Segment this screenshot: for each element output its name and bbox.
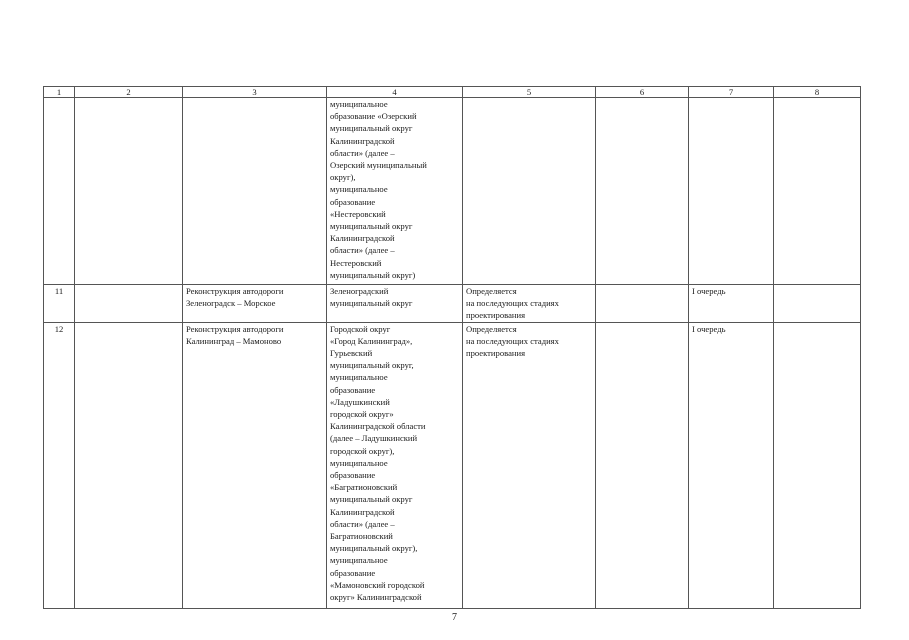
col-header-5: 5 <box>463 87 596 98</box>
text-line: области» (далее – <box>330 245 395 256</box>
text-line: проектирования <box>466 310 526 321</box>
text-line: на последующих стадиях <box>466 298 559 309</box>
cell <box>774 322 861 608</box>
text-line: области» (далее – <box>330 518 395 529</box>
text-line: Гурьевский <box>330 348 373 359</box>
text-line: муниципальное <box>330 555 388 566</box>
table-row-continuation <box>44 98 861 285</box>
text-line: Городской округ <box>330 323 391 334</box>
text-line: муниципальное <box>330 457 388 468</box>
cell-stage: I очередь <box>689 322 774 608</box>
text-line: муниципальное <box>330 372 388 383</box>
text-line: Реконструкция автодороги <box>186 286 284 296</box>
table-row <box>44 285 861 323</box>
text-line: «Нестеровский <box>330 208 386 219</box>
text-line: муниципальный округ), <box>330 543 418 554</box>
cell <box>44 98 75 285</box>
text-line: Нестеровский <box>330 257 382 268</box>
text-line: Определяется <box>466 323 517 334</box>
text-line: Зеленоградский <box>330 286 389 296</box>
cell-municipalities <box>327 285 463 323</box>
col-header-8: 8 <box>774 87 861 98</box>
header-row <box>44 87 861 98</box>
text-line: муниципальный округ <box>330 494 413 505</box>
cell <box>75 285 183 323</box>
text-line: Калининградской <box>330 506 395 517</box>
text-line: городской округ), <box>330 445 395 456</box>
cell <box>774 98 861 285</box>
col-header-2: 2 <box>75 87 183 98</box>
col-header-1: 1 <box>44 87 75 98</box>
text-line: образование <box>330 196 376 207</box>
cell <box>774 285 861 323</box>
text-line: муниципальный округ <box>330 221 413 232</box>
text-line: округ» Калининградской <box>330 592 422 603</box>
text-line: Реконструкция автодороги <box>186 323 284 334</box>
text-line: городской округ» <box>330 409 394 420</box>
text-line: проектирования <box>466 348 526 359</box>
col-header-6: 6 <box>596 87 689 98</box>
text-line: «Багратионовский <box>330 482 398 493</box>
text-line: муниципальный округ) <box>330 269 416 280</box>
col-header-3: 3 <box>183 87 327 98</box>
text-line: Зеленоградск – Морское <box>186 298 276 309</box>
text-line: Определяется <box>466 286 517 296</box>
cell-municipalities <box>327 322 463 608</box>
cell <box>75 98 183 285</box>
row-number: 12 <box>44 322 75 608</box>
text-line: муниципальное <box>330 184 388 195</box>
text-line: Калининградской области <box>330 421 426 432</box>
text-line: Багратионовский <box>330 531 393 542</box>
text-line: образование «Озерский <box>330 111 417 122</box>
text-line: округ), <box>330 172 356 183</box>
text-line: (далее – Ладушкинский <box>330 433 418 444</box>
text-line: муниципальный округ, <box>330 360 414 371</box>
col-header-7: 7 <box>689 87 774 98</box>
cell-stage: I очередь <box>689 285 774 323</box>
text-line: «Город Калининград», <box>330 335 413 346</box>
col-header-4: 4 <box>327 87 463 98</box>
cell-municipalities <box>327 98 463 285</box>
cell <box>596 322 689 608</box>
row-number: 11 <box>44 285 75 323</box>
text-line: «Ладушкинский <box>330 396 390 407</box>
cell-parameters <box>463 285 596 323</box>
text-line: образование <box>330 567 376 578</box>
cell-parameters <box>463 322 596 608</box>
page-number: 7 <box>452 612 457 623</box>
text-line: Калининград – Мамоново <box>186 335 282 346</box>
text-line: области» (далее – <box>330 147 395 158</box>
cell <box>689 98 774 285</box>
text-line: «Мамоновский городской <box>330 579 425 590</box>
text-line: Озерский муниципальный <box>330 160 427 171</box>
cell <box>596 98 689 285</box>
text-line: на последующих стадиях <box>466 335 559 346</box>
text-line: Калининградской <box>330 135 395 146</box>
cell-project-name <box>183 285 327 323</box>
cell <box>183 98 327 285</box>
text-line: Калининградской <box>330 233 395 244</box>
cell <box>596 285 689 323</box>
text-line: образование <box>330 470 376 481</box>
text-line: муниципальный округ <box>330 298 413 309</box>
text-line: муниципальное <box>330 99 388 109</box>
projects-table <box>43 86 861 609</box>
cell <box>75 322 183 608</box>
text-line: образование <box>330 384 376 395</box>
cell-project-name <box>183 322 327 608</box>
table-row <box>44 322 861 608</box>
cell <box>463 98 596 285</box>
text-line: муниципальный округ <box>330 123 413 134</box>
